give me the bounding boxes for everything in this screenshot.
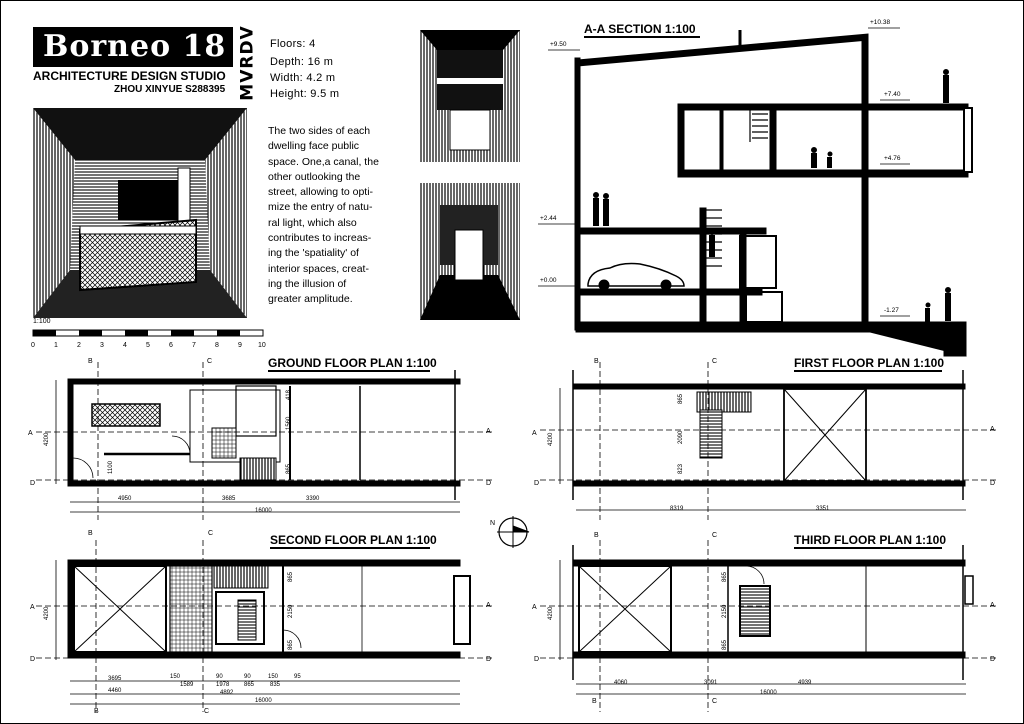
description-line: mize the entry of natu- xyxy=(268,201,373,214)
section-mark-c: C xyxy=(207,358,213,365)
section-mark-c: C xyxy=(204,708,210,715)
scale-bar-label: 1:100 xyxy=(33,318,51,325)
section-mark-b: B xyxy=(594,532,599,539)
dimension-label: 3695 xyxy=(108,676,122,682)
level-label: +0.00 xyxy=(540,277,557,284)
scale-tick-2: 2 xyxy=(77,342,81,349)
description-line: ing the 'spatiality' of xyxy=(268,247,359,260)
section-mark-d: D xyxy=(990,656,996,663)
section-mark-d: D xyxy=(990,480,996,487)
interior-perspective-sketch xyxy=(33,108,247,318)
dimension-label: 4460 xyxy=(108,688,122,694)
level-label: +10.38 xyxy=(870,19,891,26)
description-line: interior spaces, creat- xyxy=(268,262,369,275)
description-line: ral light, which also xyxy=(268,216,357,229)
scale-tick-3: 3 xyxy=(100,342,104,349)
dimension-total: 16000 xyxy=(255,698,272,704)
dimension-label: 865 xyxy=(244,682,255,688)
section-mark-d: D xyxy=(534,480,540,487)
section-mark-a: A xyxy=(990,426,995,433)
section-mark-d: D xyxy=(486,480,492,487)
section-mark-c: C xyxy=(712,358,718,365)
description-line: The two sides of each xyxy=(268,125,371,137)
scale-tick-8: 8 xyxy=(215,342,219,349)
dimension-label: 4950 xyxy=(118,496,132,502)
section-mark-c: C xyxy=(208,530,214,537)
dimension-label: 1978 xyxy=(216,682,230,688)
description-line: contributes to increas- xyxy=(268,232,372,245)
description-line: street, allowing to opti- xyxy=(268,186,374,199)
first-floor-title: FIRST FLOOR PLAN 1:100 xyxy=(794,356,945,370)
section-mark-d: D xyxy=(30,656,36,663)
section-mark-b: B xyxy=(88,358,93,365)
section-mark-d: D xyxy=(534,656,540,663)
section-mark-a: A xyxy=(30,604,35,611)
north-label: N xyxy=(490,520,496,527)
project-title: Borneo 18 xyxy=(43,29,227,64)
dimension-label: 1589 xyxy=(180,682,194,688)
dimension-label: 865 xyxy=(722,639,728,650)
third-floor-plan-drawing xyxy=(540,540,998,712)
ground-floor-title: GROUND FLOOR PLAN 1:100 xyxy=(268,356,437,370)
scale-tick-4: 4 xyxy=(123,342,127,349)
section-mark-a: A xyxy=(28,430,33,437)
description-line: other outlooking the xyxy=(268,170,361,183)
studio-label: ARCHITECTURE DESIGN STUDIO xyxy=(33,69,226,83)
section-mark-a: A xyxy=(486,428,491,435)
level-label: +7.40 xyxy=(884,91,901,98)
spec-height: Height: 9.5 m xyxy=(270,88,340,100)
dimension-total: 16000 xyxy=(760,690,777,696)
description-line: ing the illusion of xyxy=(268,277,347,290)
level-label: +9.50 xyxy=(550,41,567,48)
section-mark-a: A xyxy=(532,430,537,437)
architect-label: MVRDV xyxy=(237,25,258,101)
ground-floor-plan-drawing xyxy=(36,362,492,520)
dimension-label: 4060 xyxy=(614,680,628,686)
dimension-label: 2150 xyxy=(722,604,728,618)
section-mark-c: C xyxy=(712,532,718,539)
interior-sketch-upper xyxy=(420,30,520,162)
dimension-label: 4200 xyxy=(548,606,554,620)
dimension-label: 90 xyxy=(216,674,223,680)
dimension-label: 865 xyxy=(288,639,294,650)
level-label: -1.27 xyxy=(884,307,899,314)
interior-sketch-lower xyxy=(420,183,520,320)
dimension-label: 4200 xyxy=(44,606,50,620)
level-label: +2.44 xyxy=(540,215,557,222)
dimension-label: 8319 xyxy=(670,506,684,512)
scale-tick-1: 1 xyxy=(54,342,58,349)
scale-tick-10: 10 xyxy=(258,342,266,349)
dimension-label: 3351 xyxy=(816,506,830,512)
section-mark-c: C xyxy=(712,698,718,705)
dimension-label: 150 xyxy=(268,674,279,680)
section-mark-d: D xyxy=(30,480,36,487)
section-a-a-drawing xyxy=(538,28,972,356)
description-line: space. One,a canal, the xyxy=(268,155,379,168)
scale-bar xyxy=(33,330,263,336)
section-mark-b: B xyxy=(94,708,99,715)
dimension-label: 865 xyxy=(678,393,684,404)
dimension-label: 3091 xyxy=(704,680,718,686)
dimension-label: 3390 xyxy=(306,496,320,502)
dimension-label: 3685 xyxy=(222,496,236,502)
dimension-label: 2090 xyxy=(678,430,684,444)
dimension-label: 4892 xyxy=(220,690,234,696)
description-line: greater amplitude. xyxy=(268,293,353,306)
scale-tick-9: 9 xyxy=(238,342,242,349)
second-floor-plan-drawing xyxy=(36,540,492,712)
scale-tick-5: 5 xyxy=(146,342,150,349)
dimension-label: 865 xyxy=(286,463,292,474)
section-mark-b: B xyxy=(592,698,597,705)
dimension-label: 865 xyxy=(722,571,728,582)
dimension-label: 4200 xyxy=(548,432,554,446)
student-label: ZHOU XINYUE S288395 xyxy=(114,84,226,95)
dimension-label: 835 xyxy=(270,682,281,688)
dimension-label: 4200 xyxy=(44,432,50,446)
spec-floors: Floors: 4 xyxy=(270,38,316,50)
dimension-label: 90 xyxy=(244,674,251,680)
dimension-label: 865 xyxy=(288,571,294,582)
dimension-label: 418 xyxy=(286,389,292,400)
scale-tick-0: 0 xyxy=(31,342,35,349)
second-floor-title: SECOND FLOOR PLAN 1:100 xyxy=(270,533,437,547)
dimension-label: 95 xyxy=(294,674,301,680)
dimension-label: 2150 xyxy=(288,604,294,618)
section-mark-b: B xyxy=(594,358,599,365)
north-arrow xyxy=(497,516,529,548)
section-mark-a: A xyxy=(990,602,995,609)
dimension-label: 823 xyxy=(678,463,684,474)
dimension-label: 150 xyxy=(170,674,181,680)
spec-width: Width: 4.2 m xyxy=(270,72,336,84)
third-floor-title: THIRD FLOOR PLAN 1:100 xyxy=(794,533,947,547)
spec-depth: Depth: 16 m xyxy=(270,56,334,68)
dimension-label: 1560 xyxy=(286,416,292,430)
section-mark-b: B xyxy=(88,530,93,537)
dimension-label: 1100 xyxy=(108,461,114,474)
section-title: A-A SECTION 1:100 xyxy=(584,22,696,36)
scale-tick-6: 6 xyxy=(169,342,173,349)
section-mark-a: A xyxy=(486,602,491,609)
dimension-total: 16000 xyxy=(255,508,272,514)
level-label: +4.76 xyxy=(884,155,901,162)
section-mark-d: D xyxy=(486,656,492,663)
scale-tick-7: 7 xyxy=(192,342,196,349)
section-mark-a: A xyxy=(532,604,537,611)
first-floor-plan-drawing xyxy=(540,362,998,520)
dimension-label: 4939 xyxy=(798,680,812,686)
description-line: dwelling face public xyxy=(268,140,360,153)
